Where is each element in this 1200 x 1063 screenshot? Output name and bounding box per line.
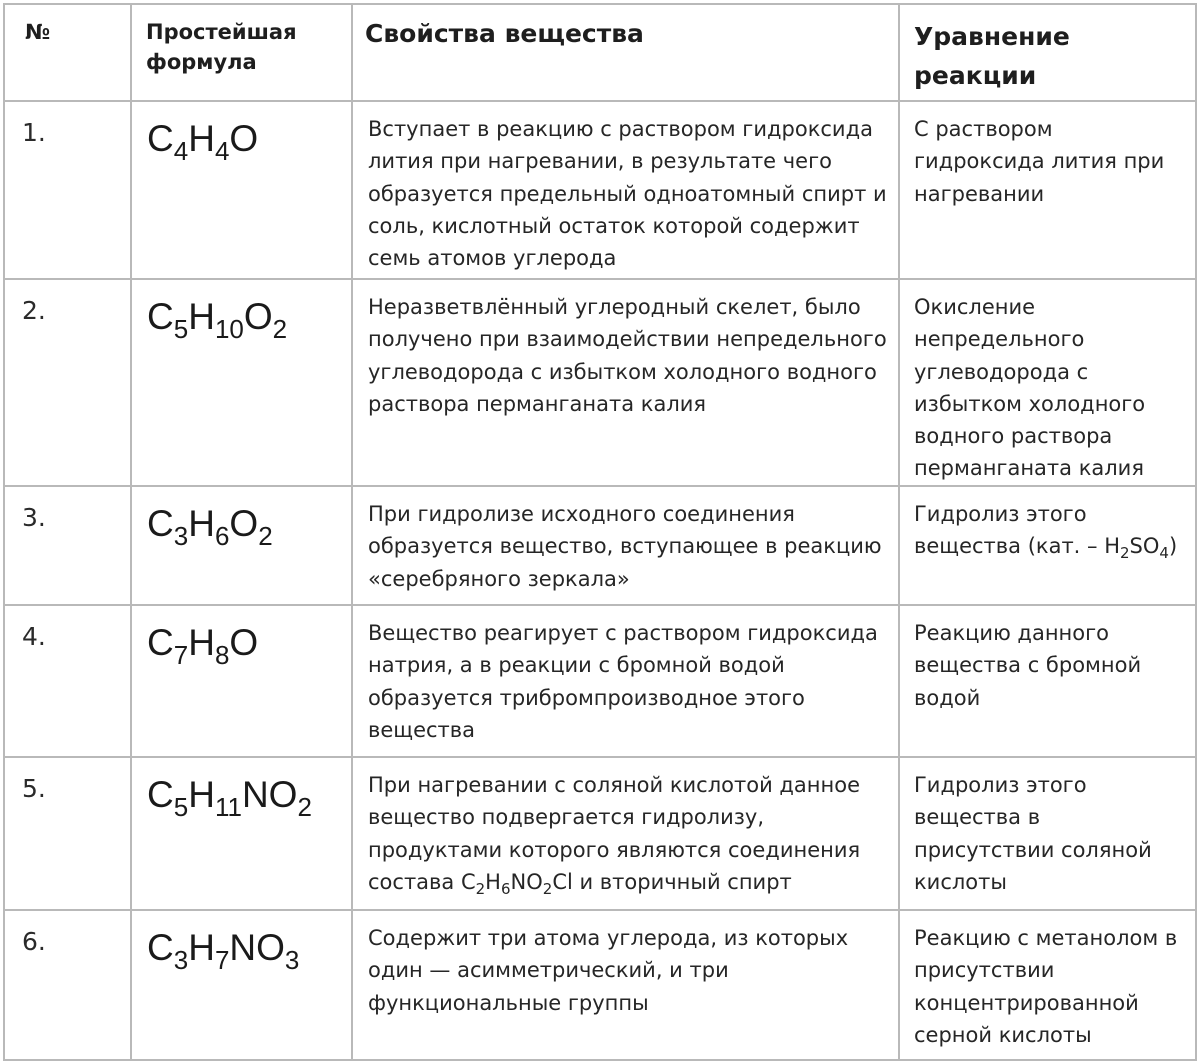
formula: $C_7H_8O$ xyxy=(147,622,259,670)
table-row xyxy=(4,910,1196,1060)
header-num: № xyxy=(4,4,131,101)
row-number: 1. xyxy=(4,101,131,279)
equation-cell: Реакцию данного вещества с бромной водой xyxy=(899,605,1196,757)
equation-cell: С раствором гидроксида лития при нагревании xyxy=(899,101,1196,279)
header-row xyxy=(4,4,1196,101)
substances-table xyxy=(3,3,1197,1061)
formula-cell xyxy=(131,605,352,757)
properties-cell: Вещество реагирует с раствором гидроксида натрия, а в реакции с бромной водой образуется трибромпроизводное этого вещества xyxy=(352,605,899,757)
header-formula: Простейшая формула xyxy=(131,4,352,101)
equation-cell: Гидролиз этого вещества в присутствии соляной кислоты xyxy=(899,757,1196,910)
table-row xyxy=(4,279,1196,486)
table-row xyxy=(4,101,1196,279)
properties-cell: При нагревании с соляной кислотой данное вещество подвергается гидролизу, продуктами которого являются соединения состава $C_2H_6NO_2Cl$ и вторичный спирт xyxy=(352,757,899,910)
table-row xyxy=(4,605,1196,757)
formula-cell xyxy=(131,757,352,910)
table-row xyxy=(4,486,1196,605)
header-equation: Уравнение реакции xyxy=(899,4,1196,101)
formula-cell xyxy=(131,910,352,1060)
row-number: 3. xyxy=(4,486,131,605)
formula: $C_4H_4O$ xyxy=(147,118,259,166)
formula: $C_5H_{10}O_2$ xyxy=(147,296,288,344)
properties-cell: Вступает в реакцию с раствором гидроксида лития при нагревании, в результате чего образуется предельный одноатомный спирт и соль, кислотный остаток которой содержит семь атомов углерода xyxy=(352,101,899,279)
equation-cell: Гидролиз этого вещества (кат. – $H_2SO_4$) xyxy=(899,486,1196,605)
formula-cell xyxy=(131,486,352,605)
row-number: 5. xyxy=(4,757,131,910)
row-number: 6. xyxy=(4,910,131,1060)
formula-cell xyxy=(131,101,352,279)
formula: $C_5H_{11}NO_2$ xyxy=(147,774,312,822)
row-number: 4. xyxy=(4,605,131,757)
formula: $C_3H_7NO_3$ xyxy=(147,927,300,975)
equation-cell: Окисление непредельного углеводорода с избытком холодного водного раствора перманганата калия xyxy=(899,279,1196,486)
header-properties: Свойства вещества xyxy=(352,4,899,101)
table-row xyxy=(4,757,1196,910)
row-number: 2. xyxy=(4,279,131,486)
formula-cell xyxy=(131,279,352,486)
properties-cell: Неразветвлённый углеродный скелет, было получено при взаимодействии непредельного углеводорода с избытком холодного водного раствора перманганата калия xyxy=(352,279,899,486)
properties-cell: Содержит три атома углерода, из которых один — асимметрический, и три функциональные группы xyxy=(352,910,899,1060)
formula: $C_3H_6O_2$ xyxy=(147,503,273,551)
properties-cell: При гидролизе исходного соединения образуется вещество, вступающее в реакцию «серебряного зеркала» xyxy=(352,486,899,605)
equation-cell: Реакцию с метанолом в присутствии концентрированной серной кислоты xyxy=(899,910,1196,1060)
